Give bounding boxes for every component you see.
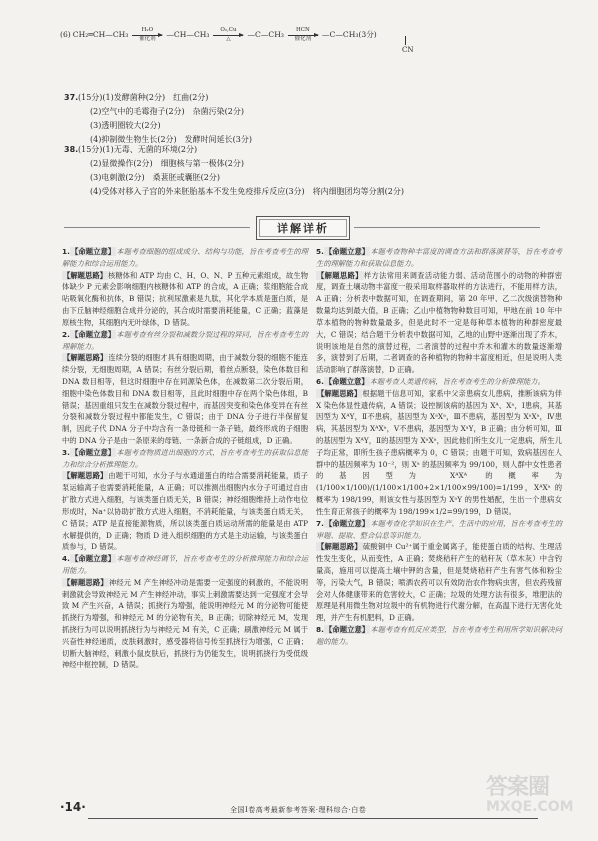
section-tag: 【命题立意】 — [70, 247, 116, 256]
intent-text: 本题考查人类遗传病，旨在考查考生的分析推理能力。 — [369, 376, 545, 386]
arrow-2-reagent: O₂,Cu — [220, 27, 237, 33]
answer-line: (4)抑制微生物生长(2分) 发酵时间延长(3分) — [90, 135, 252, 144]
page-number: ·14· — [60, 800, 86, 814]
answer-line: (15分)(1)无毒、无菌的环境(2分) — [78, 145, 198, 154]
explanation-block — [316, 518, 562, 542]
explanation-block — [62, 329, 308, 353]
question-number: 7. — [316, 518, 324, 528]
intent-text: 本题考查细胞的组成成分、结构与功能，旨在考查考生的理解能力和综合运用能力。 — [62, 247, 308, 268]
arrow-1-shaft — [132, 35, 162, 36]
section-tag: 【解题思路】 — [63, 270, 107, 280]
footer-text: 全国Ⅰ卷高考最新参考答案·理科综合·白卷 — [230, 806, 367, 814]
product-cyanohydrin: —C—CH₃(3分) — [321, 29, 377, 39]
section-tag: 【命题立意】 — [70, 329, 116, 339]
intent-text: 本题考查有丝分裂和减数分裂过程的异同，旨在考查考生的理解能力。 — [62, 329, 308, 351]
question-number: 5. — [316, 247, 324, 256]
section-tag: 【解题思路】 — [317, 388, 362, 398]
answer-line: (4)受体对移入子宫的外来胚胎基本不发生免疫排斥反应(3分) 将内细胞团均等分割(2分) — [90, 187, 404, 196]
explanation-block — [62, 270, 308, 329]
explanation-block — [316, 388, 562, 518]
question-number: 8. — [316, 625, 324, 634]
intent-text: 本题考查化学知识在生产、生活中的应用，旨在考查考生的审题、提取、整合信息等识能力。 — [316, 518, 562, 540]
answer-line: (3)透明圈较大(2分) — [90, 121, 161, 130]
explanation-block — [316, 541, 562, 624]
watermark-url: MXQE.COM — [486, 799, 574, 815]
section-tag: 【命题立意】 — [324, 625, 370, 634]
explanation-block — [62, 553, 308, 577]
explanation-text: 由题干可知，水分子与水通道蛋白的结合需要消耗能量，质子泵运输离子也需要消耗能量，A 正确；可以推测出细胞内水分子可通过自由扩散方式进入细胞，与该类蛋白质无关，B 错误；神经细胞维持上动作电位形成时，Na⁺以协助扩散方式进入细胞，不消耗能量，与该类蛋白质无关，C 错误；ATP 是直接能源物质，所以该类蛋白质运动所需的能量是由 ATP 水解提供的，D 正确；物质 D 进入组织细胞的方式是主动运输，与该类蛋白质参与，D 错误。 — [62, 471, 309, 552]
answer-line: (15分)(1)发酵菌种(2分) 红曲(2分) — [78, 93, 209, 102]
explanation-block — [62, 246, 308, 270]
explanation-block — [316, 624, 562, 648]
intent-text: 本题考查神经调节，旨在考查考生的分析推理能力和综合运用能力。 — [62, 554, 308, 575]
watermark-text: 答案圈 — [486, 775, 550, 800]
explanation-text: 根据题干信息可知，家系中父亲患病女儿患病，推断该病为伴 X 染色体显性遗传病，A 错误；设控制该病的基因为 Xᴬ、Xᵃ，Ⅰ患病，其基因型为 XᴬY，Ⅱ不患病，基因型为 XᵃXᵃ，Ⅲ不患病，基因型为 XᵃXᵃ，Ⅳ患病，其基因型为 XᴬXᵃ，Ⅴ不患病，基因型为 XᵃY，B 正确；由分析可知，Ⅲ的基因型为 XᴬY，Ⅱ的基因型为 XᵃXᵃ，因此他们所生女儿一定患病，所生儿子均正常，即所生孩子患病概率为 0，C 错误；由题干可知，致病基因在人群中的基因频率为 10⁻²，则 Xᵃ 的基因频率为 99/100，则人群中女性患者的基因型为 XᴬXᴬ 的概率为 (1/100×1/100)/(1/100×1/100+2×1/100×99/100)=1/199，XᴬXᵃ 的概率为 198/199，则该女性与基因型为 XᵃY 的男性婚配，生出一个患病女性生育正常孩子的概率为 198/199×1/2=99/199，D 错误。 — [316, 388, 563, 516]
section-tag: 【解题思路】 — [63, 353, 108, 363]
reaction-arrow-3 — [288, 28, 318, 42]
answer-38 — [64, 143, 404, 199]
question-number: 37. — [64, 93, 79, 102]
explanation-text: 硫酸铜中 Cu²⁺属于重金属离子，能使蛋白质的结构、生理活性发生变化，从而变性，A 正确；焚烧秸秆产生的秸秆灰（草木灰）中含钓量高，施用可以提高土壤中钾的含量，但是焚烧秸秆产生有害气体和粉尘等，污染大气，B 错误；喷洒农药可以有效防治农作物病虫害，但农药残留会对人体健康带来的危害较大，C 正确；垃圾的处理方法有很多，堆肥法的原理是利用微生物对垃圾中的有机物进行代谢分解，在高温下进行无害化处理，并产生有机肥料，D 正确。 — [316, 542, 562, 623]
explanation-block — [62, 470, 308, 553]
explanation-text: 核糖体和 ATP 均由 C、H、O、N、P 五种元素组成，故生物体缺少 P 元素会影响细胞内核糖体和 ATP 的合成，A 正确；浆细胞能合成呫吸氧化酶和抗体，B 错误；抗利尿激素是九肽，其化学本质是蛋白质，是由下丘脑神经细胞合成并分泌的，其合成时需要消耗能量，C 正确；蓝藻是原核生物，其细胞内无叶绿体，D 错误。 — [62, 270, 309, 327]
section-tag: 【命题立意】 — [70, 447, 116, 457]
section-tag: 【解题思路】 — [63, 471, 108, 481]
question-number: 38. — [64, 145, 79, 154]
footer-rule — [88, 818, 538, 819]
watermark-logo — [486, 770, 590, 832]
section-tag: 【命题立意】 — [70, 554, 116, 564]
question-number: 3. — [62, 447, 70, 457]
arrow-1-condition: 催化剂 — [139, 35, 156, 42]
explanation-block — [62, 577, 308, 672]
arrow-3-condition: 催化剂 — [294, 35, 312, 42]
banner-title: 详解详析 — [277, 222, 329, 235]
question-number: 2. — [62, 329, 70, 339]
section-tag: 【命题立意】 — [324, 376, 369, 386]
banner-rule-left — [64, 227, 250, 228]
question-number: 1. — [62, 247, 70, 256]
cn-group: CN — [402, 46, 414, 54]
arrow-3-shaft — [288, 35, 318, 36]
banner-rule-right — [354, 227, 540, 228]
reaction-line — [60, 28, 560, 42]
answer-37 — [64, 91, 252, 147]
answer-line: (2)空气中的毛霉孢子(2分) 杂菌污染(2分) — [90, 107, 244, 116]
explanation-block — [62, 352, 308, 447]
reaction-equation — [60, 28, 560, 42]
intent-text: 本题考查有机反应类型，旨在考查考生利用所学知识解决问题的能力。 — [316, 625, 562, 646]
cn-bond — [405, 36, 406, 45]
intent-text: 本题考查物质进出细胞的方式，旨在考查考生的获取信息能力和综合分析推理能力。 — [62, 447, 308, 469]
answer-line: (2)显微操作(2分) 细胞核与第一极体(2分) — [90, 159, 244, 168]
page-footer — [60, 796, 540, 826]
explanation-block — [316, 376, 562, 388]
answer-line: (3)电刺激(2分) 桑葚胚或囊胚(2分) — [90, 173, 220, 182]
explanation-block — [316, 270, 562, 376]
intermediate-ketone: —C—CH₃ — [247, 29, 284, 39]
section-tag: 【解题思路】 — [63, 577, 108, 587]
intermediate-alcohol: —CH—CH₃ — [166, 29, 210, 39]
explanation-text: 神经元 M 产生神经冲动是需要一定强度的刺激的，不能说明刺激就会导致神经元 M 产生神经冲动，事实上刺激需要达到一定强度才会导致 M 产生兴奋，A 错误；抓挠行为增强，能说明神经元 M 的分泌物可能使抓挠行为增强，和神经元 M 的分泌物有关，B 正确；切除神经元 M，发现抓挠行为可以说明抓挠行为与神经元 M 有关，C 正确；刷激神经元 M 属于兴奋性神经递质，皮肤刺激时，感受器将信号传至抓挠行为增强，C 正确；切断大脑神经，刺激小鼠皮肤后，抓挠行为仍能发生，说明抓挠行为受低级神经中枢控制，D 错误。 — [62, 577, 309, 670]
reactant-propene: CH₂═CH—CH₃ — [72, 29, 129, 39]
section-tag: 【解题思路】 — [317, 542, 362, 552]
arrow-2-shaft — [213, 35, 243, 36]
section-tag: 【命题立意】 — [324, 247, 370, 256]
explanation-text: 样方法常用来调查活动能力弱、活动范围小的动物的种群密度，调查土壤动物丰富度一般采用取样器取样的方法进行，不能用样方法，A 正确；分析表中数据可知，在调查期间，第 20 年甲、乙二次级演替物种数量均达到最大值，B 正确；乙山中植物物种数目可知，甲地在前 10 年中草本植物的物种数量最多，但是此时不一定是每种草本植物的种群密度最大，C 错误；结合题干分析表中数据可知，乙地的山野中逐渐出现了乔木，说明该地是自然的演替过程，二者演替的过程中乔木和灌木的数量逐渐增多，演替到了后期，二者调查的各种植物的物种丰富度相近，但是说明人类活动影响了群落演替，D 正确。 — [316, 270, 563, 375]
reaction-arrow-1 — [132, 28, 162, 42]
section-tag: 【命题立意】 — [324, 518, 370, 528]
section-tag: 【解题思路】 — [317, 270, 363, 280]
left-column — [62, 246, 308, 671]
reaction-arrow-2 — [213, 28, 243, 42]
explanation-text: 连续分裂的细胞才具有细胞周期，由于减数分裂的细胞不能连续分裂，无细胞周期，A 错误；有丝分裂后期，着丝点断裂，染色体数目和 DNA 数目相等，但这时细胞中存在同源染色体，在减数第二次分裂后期，细胞中染色体数目和 DNA 数目相等，且此时细胞中存在两个染色体组，B 错误；基因重组只发生在减数分裂过程中，而基因突变和染色体变异在有丝分裂和减数分裂过程中都能发生，C 错误；由于 DNA 分子进行半保留复制，因此子代 DNA 分子中均含有一条母链和一条子链，最终形成的子细胞中的 DNA 分子是由一条原来的母链、一条新合成的子链组成，D 正确。 — [62, 353, 309, 445]
section-banner — [256, 216, 350, 240]
arrow-3-reagent: HCN — [296, 27, 310, 33]
intent-text: 本题考查物种丰富度的调查方法和群落演替等，旨在考查考生的理解能力和获取信息能力。 — [316, 247, 562, 268]
arrow-2-condition: △ — [226, 35, 231, 42]
right-column — [316, 246, 562, 648]
explanation-block — [316, 246, 562, 270]
arrow-1-reagent: H₂O — [141, 27, 154, 33]
question-number: 6. — [316, 376, 324, 386]
explanation-block — [62, 447, 308, 471]
equation-label: (6) — [60, 29, 71, 39]
question-number: 4. — [62, 554, 70, 564]
